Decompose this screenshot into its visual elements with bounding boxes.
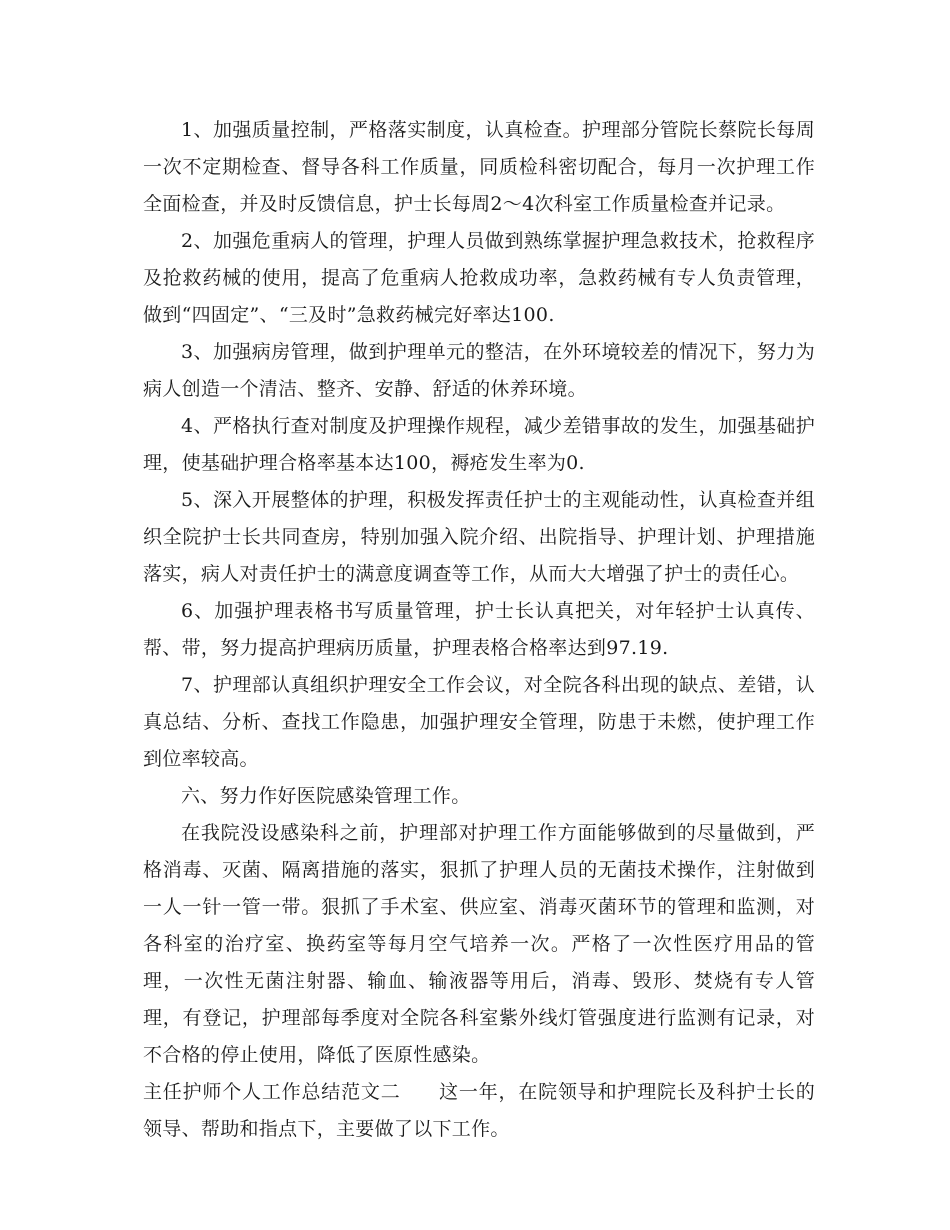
paragraph-ward-management: 3、加强病房管理，做到护理单元的整洁，在外环境较差的情况下，努力为病人创造一个清洁、整齐、安静、舒适的休养环境。 — [143, 341, 815, 400]
paragraph-nursing-safety: 7、护理部认真组织护理安全工作会议，对全院各科出现的缺点、差错，认真总结、分析、查找工作隐患，加强护理安全管理，防患于未燃，使护理工作到位率较高。 — [143, 674, 815, 770]
paragraph-checking-system: 4、严格执行查对制度及护理操作规程，减少差错事故的发生，加强基础护理，使基础护理合格率基本达100，褥疮发生率为0. — [143, 415, 815, 474]
paragraph-nursing-forms: 6、加强护理表格书写质量管理，护士长认真把关，对年轻护士认真传、帮、带，努力提高护理病历质量，护理表格合格率达到97.19. — [143, 600, 815, 659]
paragraph-infection-control: 在我院没设感染科之前，护理部对护理工作方面能够做到的尽量做到，严格消毒、灭菌、隔离措施的落实，狠抓了护理人员的无菌技术操作，注射做到一人一针一管一带。狠抓了手术室、供应室、消毒灭菌环节的管理和监测，对各科室的治疗室、换药室等每月空气培养一次。严格了一次性医疗用品的管理，一次性无菌注射器、输血、输液器等用后，消毒、毁形、焚烧有专人管理，有登记，护理部每季度对全院各科室紫外线灯管强度进行监测有记录，对不合格的停止使用，降低了医原性感染。 — [143, 822, 815, 1066]
paragraph-second-summary — [143, 1074, 815, 1148]
paragraph-holistic-nursing: 5、深入开展整体的护理，积极发挥责任护士的主观能动性，认真检查并组织全院护士长共同查房，特别加强入院介绍、出院指导、护理计划、护理措施落实，病人对责任护士的满意度调查等工作，从而大大增强了护士的责任心。 — [143, 489, 815, 585]
paragraph-quality-control: 1、加强质量控制，严格落实制度，认真检查。护理部分管院长蔡院长每周一次不定期检查、督导各科工作质量，同质检科密切配合，每月一次护理工作全面检查，并及时反馈信息，护士长每周2～4次科室工作质量检查并记录。 — [143, 119, 815, 215]
section-title: 主任护师个人工作总结范文二 — [143, 1081, 401, 1103]
paragraph-critical-patients: 2、加强危重病人的管理，护理人员做到熟练掌握护理急救技术，抢救程序及抢救药械的使用，提高了危重病人抢救成功率，急救药械有专人负责管理，做到“四固定”、“三及时”急救药械完好率达100. — [143, 230, 815, 326]
section-intro: 这一年，在院领导和护理院长及科护士长的领导、帮助和指点下，主要做了以下工作。 — [143, 1081, 815, 1140]
section-heading-infection-control: 六、努力作好医院感染管理工作。 — [181, 785, 471, 807]
document-body — [143, 112, 815, 1148]
